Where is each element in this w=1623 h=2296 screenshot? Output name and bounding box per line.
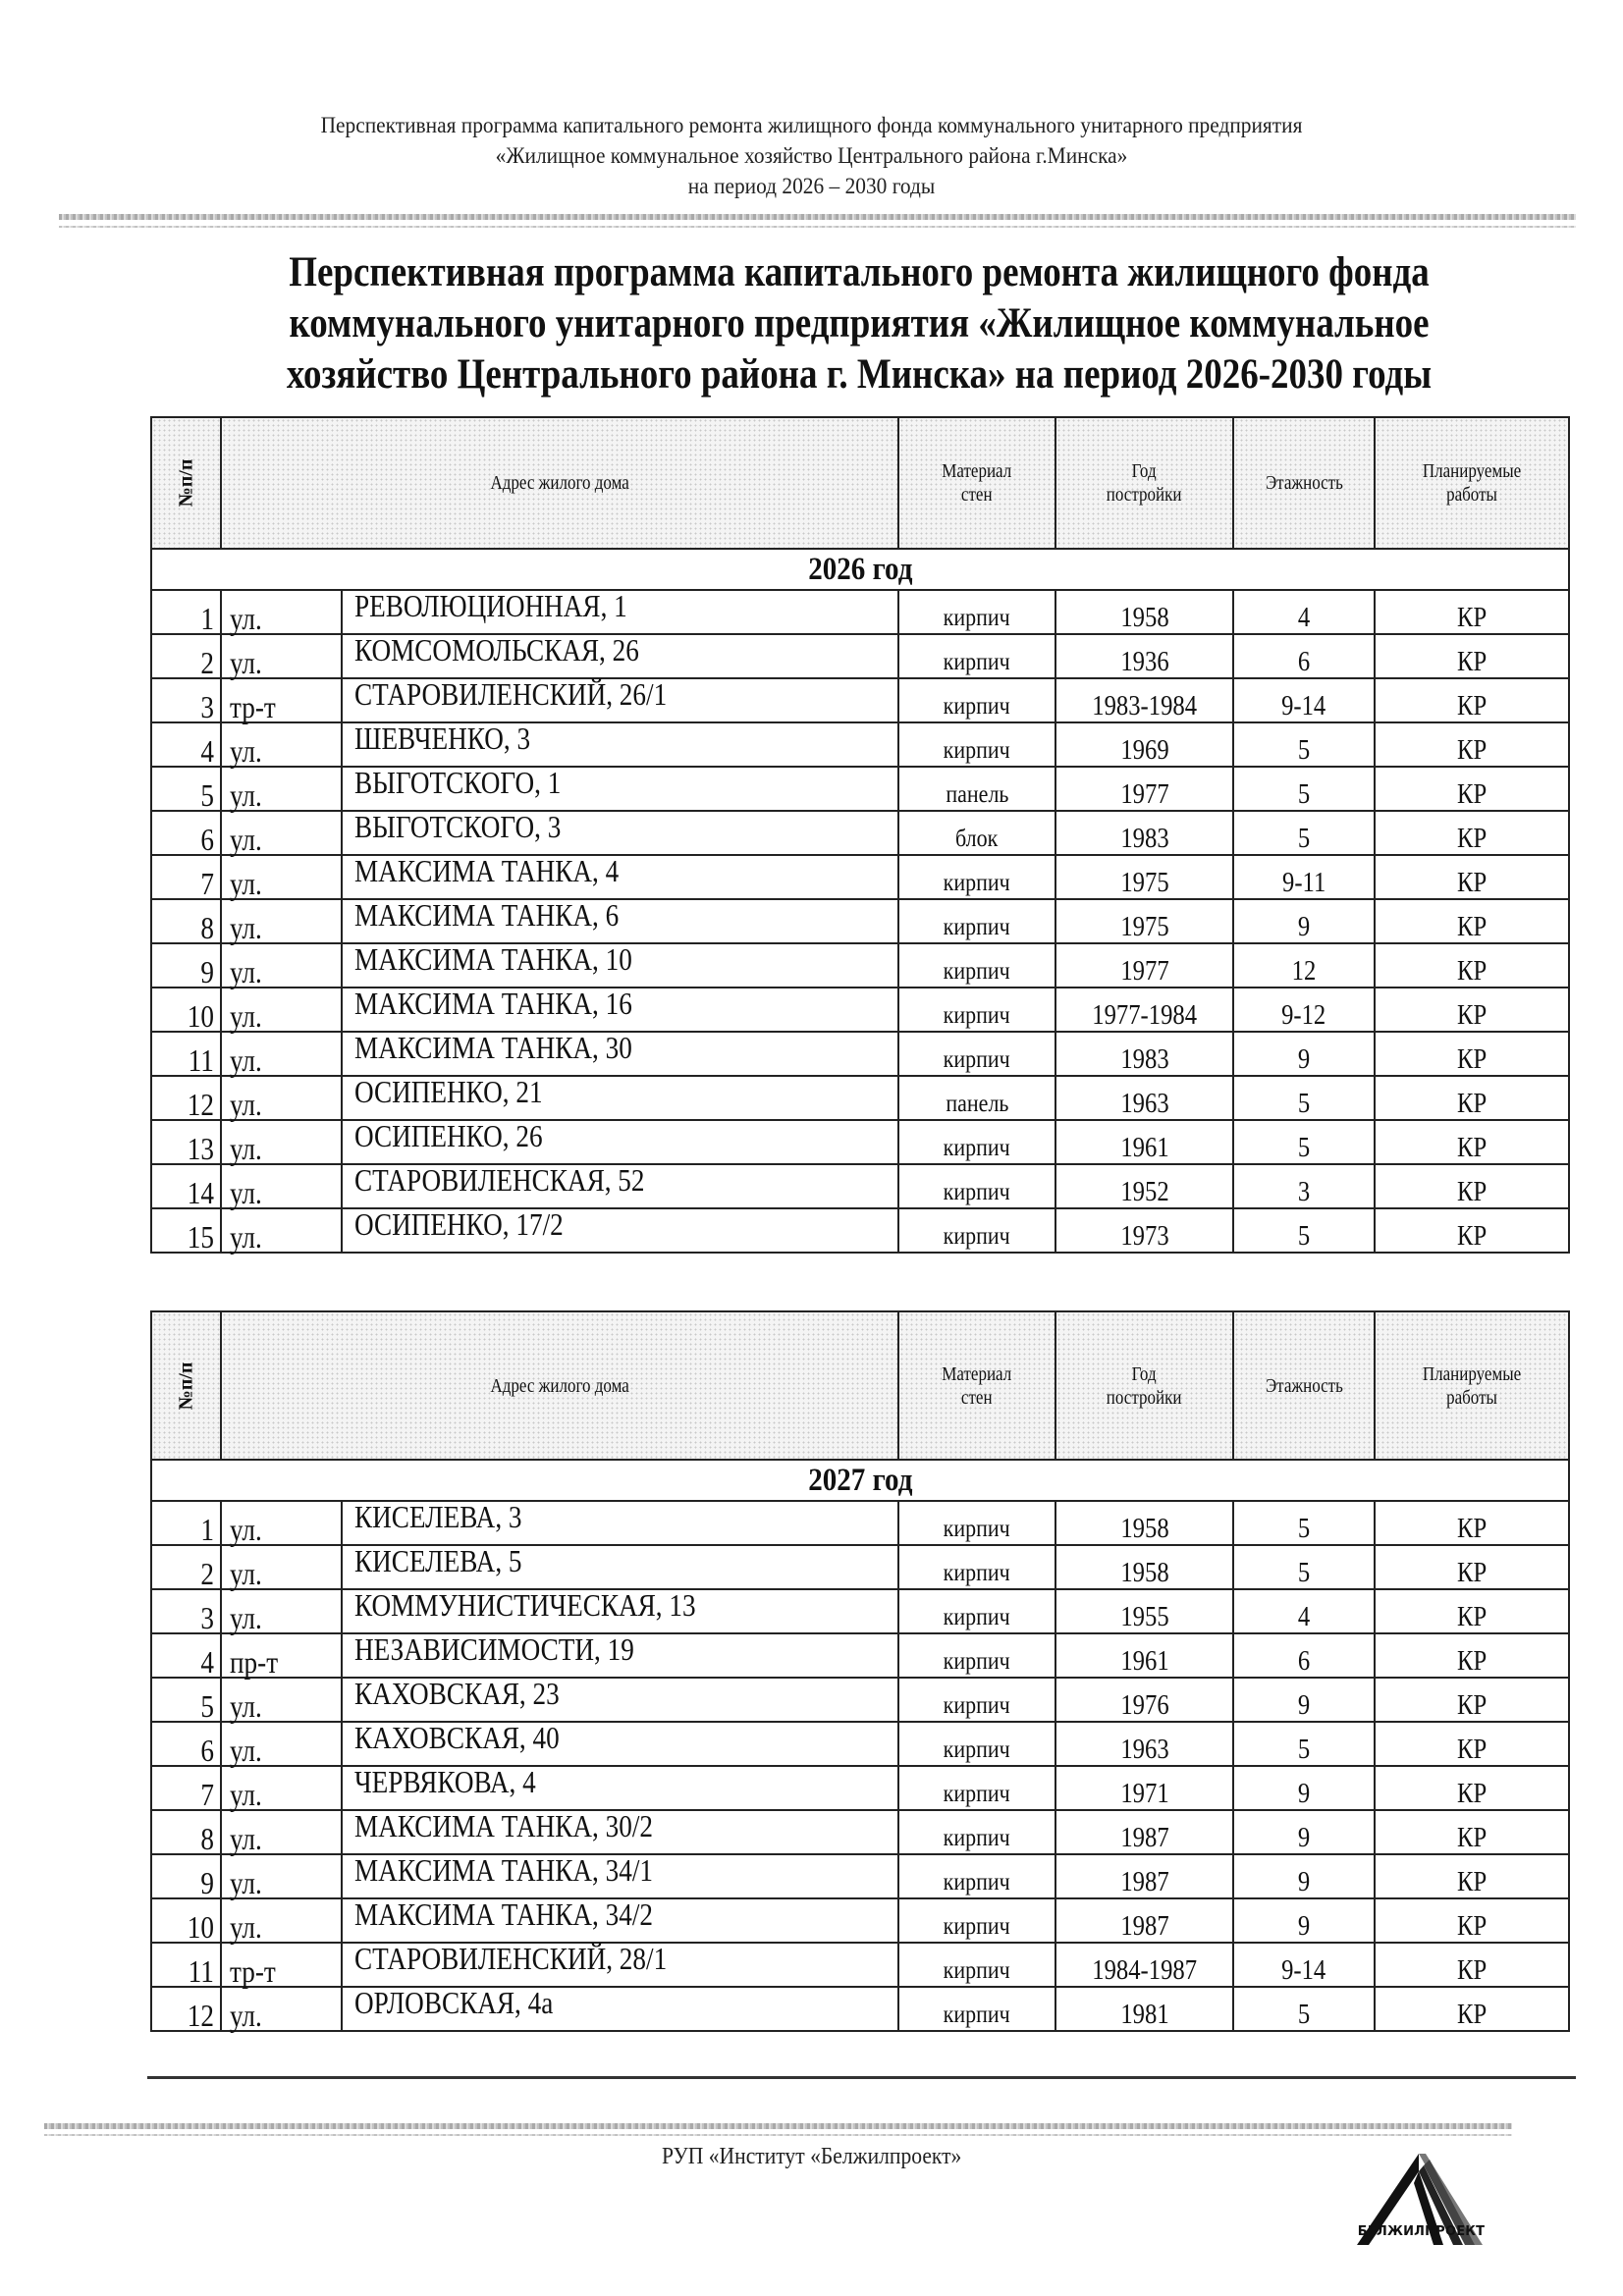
street-type: ул. — [221, 1766, 342, 1810]
row-number: 4 — [151, 1633, 221, 1678]
year-built: 1977 — [1055, 767, 1233, 811]
planned-works: КР — [1375, 1766, 1569, 1810]
row-number: 12 — [151, 1076, 221, 1120]
planned-works: КР — [1375, 1810, 1569, 1854]
wall-material: кирпич — [898, 1032, 1055, 1076]
row-number: 2 — [151, 1545, 221, 1589]
wall-material: кирпич — [898, 1589, 1055, 1633]
col-header-planned-works: Планируемые работы — [1375, 417, 1569, 549]
running-header-line-1: Перспективная программа капитального ремонта жилищного фонда коммунального унитарного предприятия — [320, 113, 1303, 137]
year-built: 1961 — [1055, 1120, 1233, 1164]
wall-material: кирпич — [898, 1545, 1055, 1589]
row-number: 2 — [151, 634, 221, 678]
col-header-number: №п/п — [151, 1311, 221, 1460]
floor-count: 6 — [1233, 634, 1375, 678]
planned-works: КР — [1375, 1943, 1569, 1987]
floor-count: 9-14 — [1233, 678, 1375, 722]
year-built: 1976 — [1055, 1678, 1233, 1722]
floor-count: 5 — [1233, 1076, 1375, 1120]
table-row — [151, 1501, 1569, 1545]
row-number: 12 — [151, 1987, 221, 2031]
page-title-line-1: Перспективная программа капитального ремонта жилищного фонда — [289, 249, 1430, 295]
floor-count: 9 — [1233, 1678, 1375, 1722]
table-row — [151, 767, 1569, 811]
planned-works: КР — [1375, 1987, 1569, 2031]
header-divider-thin — [59, 226, 1576, 228]
street-address: МАКСИМА ТАНКА, 30 — [342, 1032, 898, 1076]
street-type: ул. — [221, 590, 342, 634]
row-number: 8 — [151, 899, 221, 943]
footer-organization: РУП «Институт «Белжилпроект» — [661, 2144, 962, 2169]
floor-count: 5 — [1233, 767, 1375, 811]
year-built: 1969 — [1055, 722, 1233, 767]
row-number: 13 — [151, 1120, 221, 1164]
street-type: ул. — [221, 855, 342, 899]
street-address: КИСЕЛЕВА, 3 — [342, 1501, 898, 1545]
row-number: 1 — [151, 1501, 221, 1545]
table-row — [151, 634, 1569, 678]
year-built: 1955 — [1055, 1589, 1233, 1633]
floor-count: 5 — [1233, 722, 1375, 767]
street-address: МАКСИМА ТАНКА, 34/1 — [342, 1854, 898, 1898]
street-type: ул. — [221, 943, 342, 988]
running-header-line-3: на период 2026 – 2030 годы — [687, 174, 936, 198]
year-built: 1984-1987 — [1055, 1943, 1233, 1987]
wall-material: блок — [898, 811, 1055, 855]
year-built: 1961 — [1055, 1633, 1233, 1678]
page-title-line-2: коммунального унитарного предприятия «Жилищное коммунальное — [289, 300, 1430, 347]
col-header-year-built: Год постройки — [1055, 1311, 1233, 1460]
street-address: НЕЗАВИСИМОСТИ, 19 — [342, 1633, 898, 1678]
street-type: ул. — [221, 988, 342, 1032]
wall-material: панель — [898, 767, 1055, 811]
col-header-floors: Этажность — [1233, 1311, 1375, 1460]
floor-count: 5 — [1233, 1120, 1375, 1164]
floor-count: 9 — [1233, 1898, 1375, 1943]
street-type: ул. — [221, 1854, 342, 1898]
row-number: 11 — [151, 1943, 221, 1987]
page-title — [247, 247, 1472, 400]
year-built: 1983 — [1055, 811, 1233, 855]
street-type: ул. — [221, 1120, 342, 1164]
floor-count: 9 — [1233, 1810, 1375, 1854]
street-address: МАКСИМА ТАНКА, 16 — [342, 988, 898, 1032]
year-built: 1952 — [1055, 1164, 1233, 1208]
planned-works: КР — [1375, 855, 1569, 899]
floor-count: 5 — [1233, 1501, 1375, 1545]
year-section-row — [151, 549, 1569, 590]
wall-material: кирпич — [898, 988, 1055, 1032]
street-address: КОММУНИСТИЧЕСКАЯ, 13 — [342, 1589, 898, 1633]
year-section-row — [151, 1460, 1569, 1501]
street-type: ул. — [221, 1898, 342, 1943]
row-number: 3 — [151, 678, 221, 722]
street-address: МАКСИМА ТАНКА, 10 — [342, 943, 898, 988]
street-address: ЧЕРВЯКОВА, 4 — [342, 1766, 898, 1810]
street-address: МАКСИМА ТАНКА, 34/2 — [342, 1898, 898, 1943]
floor-count: 9-14 — [1233, 1943, 1375, 1987]
wall-material: кирпич — [898, 1208, 1055, 1253]
street-type: пр-т — [221, 1633, 342, 1678]
wall-material: кирпич — [898, 722, 1055, 767]
planned-works: КР — [1375, 722, 1569, 767]
street-type: тр-т — [221, 1943, 342, 1987]
row-number: 15 — [151, 1208, 221, 1253]
wall-material: кирпич — [898, 899, 1055, 943]
col-header-material: Материал стен — [898, 417, 1055, 549]
table-row — [151, 1120, 1569, 1164]
street-type: ул. — [221, 1208, 342, 1253]
street-address: СТАРОВИЛЕНСКИЙ, 28/1 — [342, 1943, 898, 1987]
floor-count: 9-12 — [1233, 988, 1375, 1032]
col-header-planned-works: Планируемые работы — [1375, 1311, 1569, 1460]
table-row — [151, 1545, 1569, 1589]
floor-count: 12 — [1233, 943, 1375, 988]
col-header-floors: Этажность — [1233, 417, 1375, 549]
planned-works: КР — [1375, 1722, 1569, 1766]
street-type: ул. — [221, 1545, 342, 1589]
planned-works: КР — [1375, 1032, 1569, 1076]
wall-material: кирпич — [898, 1633, 1055, 1678]
wall-material: кирпич — [898, 1854, 1055, 1898]
street-address: КОМСОМОЛЬСКАЯ, 26 — [342, 634, 898, 678]
year-built: 1987 — [1055, 1854, 1233, 1898]
col-header-number: №п/п — [151, 417, 221, 549]
row-number: 8 — [151, 1810, 221, 1854]
street-address: СТАРОВИЛЕНСКИЙ, 26/1 — [342, 678, 898, 722]
year-section-label: 2027 год — [151, 1460, 1569, 1501]
table-row — [151, 1633, 1569, 1678]
year-section-label: 2026 год — [151, 549, 1569, 590]
wall-material: кирпич — [898, 1987, 1055, 2031]
street-address: ОСИПЕНКО, 26 — [342, 1120, 898, 1164]
footer-divider — [147, 2076, 1576, 2079]
row-number: 6 — [151, 1722, 221, 1766]
floor-count: 9 — [1233, 1854, 1375, 1898]
wall-material: кирпич — [898, 1120, 1055, 1164]
table-row — [151, 1854, 1569, 1898]
table-row — [151, 1164, 1569, 1208]
year-built: 1975 — [1055, 899, 1233, 943]
floor-count: 4 — [1233, 1589, 1375, 1633]
table-row — [151, 678, 1569, 722]
street-address: ВЫГОТСКОГО, 1 — [342, 767, 898, 811]
col-header-year-built: Год постройки — [1055, 417, 1233, 549]
street-type: ул. — [221, 811, 342, 855]
row-number: 5 — [151, 1678, 221, 1722]
street-address: ВЫГОТСКОГО, 3 — [342, 811, 898, 855]
wall-material: панель — [898, 1076, 1055, 1120]
planned-works: КР — [1375, 1633, 1569, 1678]
floor-count: 5 — [1233, 1545, 1375, 1589]
running-header — [57, 110, 1566, 201]
year-built: 1958 — [1055, 590, 1233, 634]
row-number: 6 — [151, 811, 221, 855]
planned-works: КР — [1375, 767, 1569, 811]
street-type: ул. — [221, 634, 342, 678]
table-row — [151, 855, 1569, 899]
year-built: 1971 — [1055, 1766, 1233, 1810]
wall-material: кирпич — [898, 1898, 1055, 1943]
table-row — [151, 1766, 1569, 1810]
floor-count: 6 — [1233, 1633, 1375, 1678]
row-number: 14 — [151, 1164, 221, 1208]
street-type: ул. — [221, 1589, 342, 1633]
planned-works: КР — [1375, 1208, 1569, 1253]
year-built: 1958 — [1055, 1545, 1233, 1589]
street-type: тр-т — [221, 678, 342, 722]
table-row — [151, 1898, 1569, 1943]
year-built: 1977 — [1055, 943, 1233, 988]
logo-text: БЕЛЖИЛПРОЕКТ — [1357, 2224, 1486, 2239]
year-built: 1973 — [1055, 1208, 1233, 1253]
planned-works: КР — [1375, 1589, 1569, 1633]
row-number: 5 — [151, 767, 221, 811]
table-row — [151, 590, 1569, 634]
col-header-address: Адрес жилого дома — [221, 417, 898, 549]
year-built: 1977-1984 — [1055, 988, 1233, 1032]
wall-material: кирпич — [898, 855, 1055, 899]
street-type: ул. — [221, 1076, 342, 1120]
program-table-2027 — [150, 1310, 1570, 2032]
row-number: 3 — [151, 1589, 221, 1633]
floor-count: 9 — [1233, 1766, 1375, 1810]
wall-material: кирпич — [898, 590, 1055, 634]
footer-scan-rule — [44, 2123, 1512, 2129]
planned-works: КР — [1375, 1678, 1569, 1722]
table-row — [151, 1987, 1569, 2031]
year-built: 1983 — [1055, 1032, 1233, 1076]
table-row — [151, 943, 1569, 988]
planned-works: КР — [1375, 1898, 1569, 1943]
table-row — [151, 1943, 1569, 1987]
planned-works: КР — [1375, 678, 1569, 722]
floor-count: 9-11 — [1233, 855, 1375, 899]
street-address: МАКСИМА ТАНКА, 4 — [342, 855, 898, 899]
wall-material: кирпич — [898, 1810, 1055, 1854]
table-row — [151, 1032, 1569, 1076]
street-address: РЕВОЛЮЦИОННАЯ, 1 — [342, 590, 898, 634]
wall-material: кирпич — [898, 1766, 1055, 1810]
wall-material: кирпич — [898, 1501, 1055, 1545]
planned-works: КР — [1375, 943, 1569, 988]
wall-material: кирпич — [898, 634, 1055, 678]
row-number: 11 — [151, 1032, 221, 1076]
page-title-line-3: хозяйство Центрального района г. Минска» на период 2026-2030 годы — [286, 351, 1433, 398]
wall-material: кирпич — [898, 1722, 1055, 1766]
table-row — [151, 1589, 1569, 1633]
planned-works: КР — [1375, 811, 1569, 855]
header-divider — [59, 214, 1576, 220]
year-built: 1983-1984 — [1055, 678, 1233, 722]
street-type: ул. — [221, 767, 342, 811]
planned-works: КР — [1375, 988, 1569, 1032]
street-type: ул. — [221, 1678, 342, 1722]
row-number: 10 — [151, 1898, 221, 1943]
col-header-address: Адрес жилого дома — [221, 1311, 898, 1460]
street-address: ШЕВЧЕНКО, 3 — [342, 722, 898, 767]
street-address: КАХОВСКАЯ, 40 — [342, 1722, 898, 1766]
floor-count: 5 — [1233, 1987, 1375, 2031]
running-header-line-2: «Жилищное коммунальное хозяйство Центрального района г.Минска» — [495, 143, 1128, 168]
street-address: КИСЕЛЕВА, 5 — [342, 1545, 898, 1589]
wall-material: кирпич — [898, 1678, 1055, 1722]
row-number: 7 — [151, 855, 221, 899]
street-type: ул. — [221, 899, 342, 943]
year-built: 1936 — [1055, 634, 1233, 678]
year-built: 1963 — [1055, 1722, 1233, 1766]
street-address: СТАРОВИЛЕНСКАЯ, 52 — [342, 1164, 898, 1208]
row-number: 9 — [151, 1854, 221, 1898]
year-built: 1987 — [1055, 1810, 1233, 1854]
street-type: ул. — [221, 722, 342, 767]
street-type: ул. — [221, 1810, 342, 1854]
street-address: ОСИПЕНКО, 21 — [342, 1076, 898, 1120]
planned-works: КР — [1375, 1164, 1569, 1208]
street-type: ул. — [221, 1722, 342, 1766]
program-table-2026 — [150, 416, 1570, 1254]
street-type: ул. — [221, 1987, 342, 2031]
table-header-row — [151, 417, 1569, 549]
table-row — [151, 1722, 1569, 1766]
table-row — [151, 1678, 1569, 1722]
planned-works: КР — [1375, 1120, 1569, 1164]
table-row — [151, 899, 1569, 943]
floor-count: 9 — [1233, 1032, 1375, 1076]
table-row — [151, 811, 1569, 855]
street-type: ул. — [221, 1032, 342, 1076]
planned-works: КР — [1375, 1501, 1569, 1545]
street-address: МАКСИМА ТАНКА, 6 — [342, 899, 898, 943]
row-number: 4 — [151, 722, 221, 767]
table-row — [151, 1208, 1569, 1253]
table-row — [151, 988, 1569, 1032]
street-address: ОСИПЕНКО, 17/2 — [342, 1208, 898, 1253]
wall-material: кирпич — [898, 1943, 1055, 1987]
floor-count: 3 — [1233, 1164, 1375, 1208]
wall-material: кирпич — [898, 678, 1055, 722]
year-built: 1975 — [1055, 855, 1233, 899]
row-number: 1 — [151, 590, 221, 634]
row-number: 7 — [151, 1766, 221, 1810]
floor-count: 5 — [1233, 1208, 1375, 1253]
wall-material: кирпич — [898, 1164, 1055, 1208]
table-header-row — [151, 1311, 1569, 1460]
row-number: 10 — [151, 988, 221, 1032]
year-built: 1958 — [1055, 1501, 1233, 1545]
street-address: ОРЛОВСКАЯ, 4а — [342, 1987, 898, 2031]
row-number: 9 — [151, 943, 221, 988]
col-header-material: Материал стен — [898, 1311, 1055, 1460]
planned-works: КР — [1375, 899, 1569, 943]
year-built: 1981 — [1055, 1987, 1233, 2031]
floor-count: 4 — [1233, 590, 1375, 634]
street-address: КАХОВСКАЯ, 23 — [342, 1678, 898, 1722]
footer-scan-rule-thin — [44, 2134, 1512, 2136]
street-type: ул. — [221, 1501, 342, 1545]
floor-count: 5 — [1233, 1722, 1375, 1766]
wall-material: кирпич — [898, 943, 1055, 988]
floor-count: 5 — [1233, 811, 1375, 855]
street-type: ул. — [221, 1164, 342, 1208]
year-built: 1963 — [1055, 1076, 1233, 1120]
table-row — [151, 1076, 1569, 1120]
floor-count: 9 — [1233, 899, 1375, 943]
planned-works: КР — [1375, 1545, 1569, 1589]
table-row — [151, 722, 1569, 767]
planned-works: КР — [1375, 1076, 1569, 1120]
planned-works: КР — [1375, 590, 1569, 634]
year-built: 1987 — [1055, 1898, 1233, 1943]
planned-works: КР — [1375, 634, 1569, 678]
street-address: МАКСИМА ТАНКА, 30/2 — [342, 1810, 898, 1854]
planned-works: КР — [1375, 1854, 1569, 1898]
table-row — [151, 1810, 1569, 1854]
